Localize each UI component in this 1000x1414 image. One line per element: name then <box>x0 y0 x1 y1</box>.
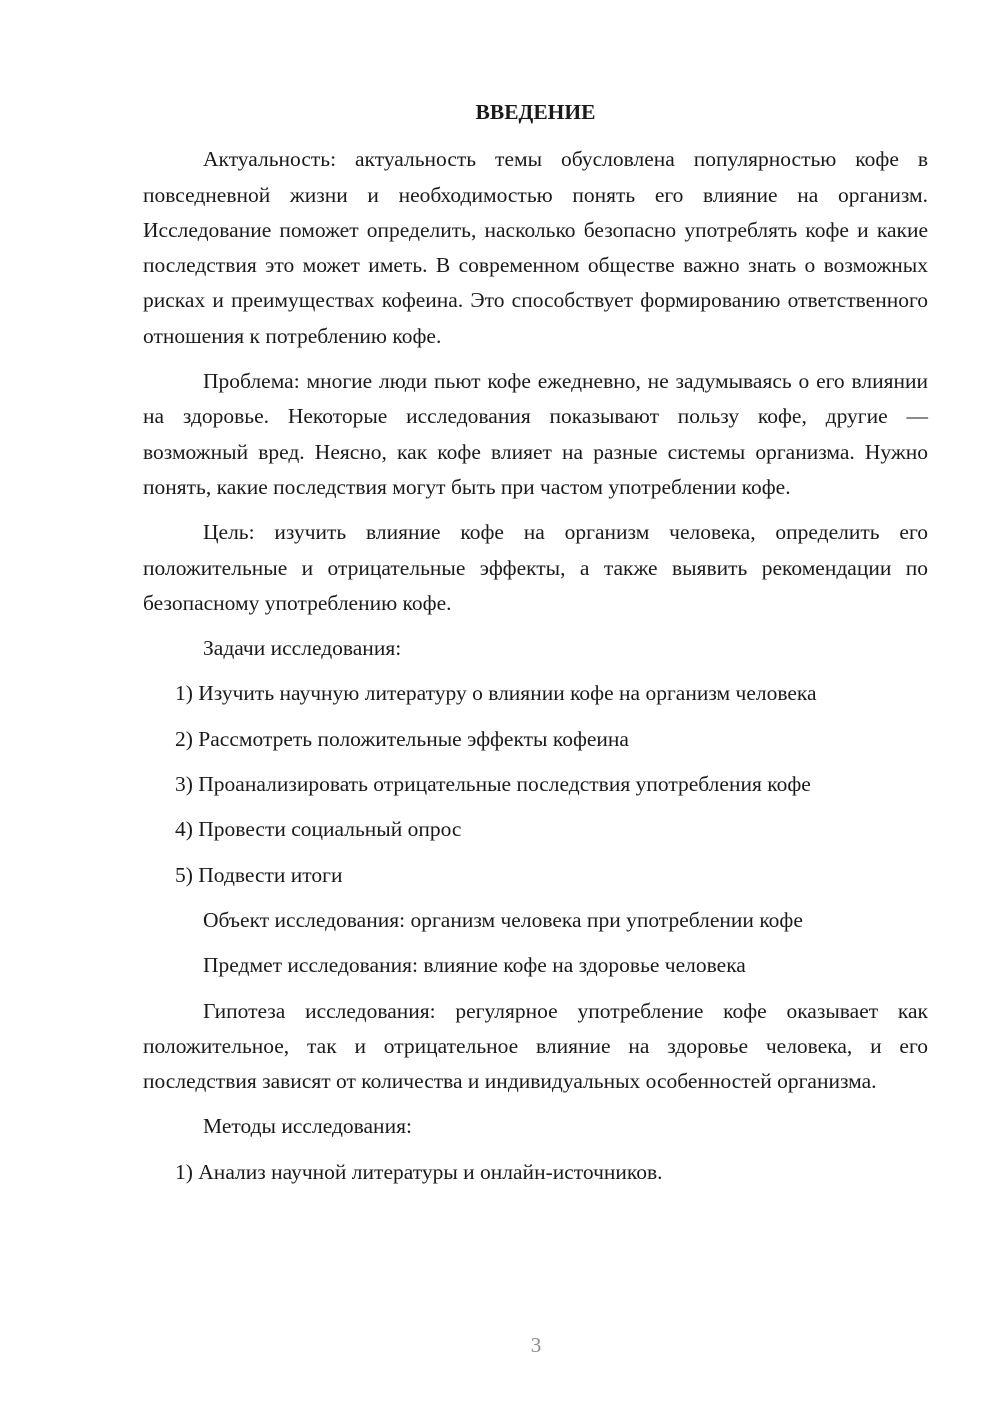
task-item: 1) Изучить научную литературу о влиянии кофе на организм человека <box>175 681 817 706</box>
task-item: 4) Провести социальный опрос <box>175 817 462 842</box>
hypothesis-paragraph: Гипотеза исследования: регулярное употребление кофе оказывает как положительное, так и отрицательное влияние на здоровье человека, и его последствия зависят от количества и индивидуальных особенностей организма. <box>143 998 928 1094</box>
method-item: 1) Анализ научной литературы и онлайн-источников. <box>175 1159 663 1184</box>
page-content <box>143 95 928 1200</box>
tasks-title: Задачи исследования: <box>203 636 402 661</box>
task-item: 3) Проанализировать отрицательные последствия употребления кофе <box>175 772 811 797</box>
problem-paragraph: Проблема: многие люди пьют кофе ежедневно, не задумываясь о его влиянии на здоровье. Некоторые исследования показывают пользу кофе, другие — возможный вред. Неясно, как кофе влияет на разные системы организма. Нужно понять, какие последствия могут быть при частом употреблении кофе. <box>143 369 928 499</box>
goal-paragraph: Цель: изучить влияние кофе на организм человека, определить его положительные и отрицательные эффекты, а также выявить рекомендации по безопасному употреблению кофе. <box>143 520 928 615</box>
research-subject: Предмет исследования: влияние кофе на здоровье человека <box>203 953 746 978</box>
task-item: 2) Рассмотреть положительные эффекты кофеина <box>175 726 629 751</box>
research-object: Объект исследования: организм человека при употреблении кофе <box>203 907 803 932</box>
page-number: 3 <box>530 1333 542 1357</box>
section-heading: ВВЕДЕНИЕ <box>475 100 596 124</box>
task-item: 5) Подвести итоги <box>175 862 343 887</box>
relevance-paragraph: Актуальность: актуальность темы обусловлена популярностью кофе в повседневной жизни и необходимостью понять его влияние на организм. Исследование поможет определить, насколько безопасно употреблять кофе и какие последствия это может иметь. В современном обществе важно знать о возможных рисках и преимуществах кофеина. Это способствует формированию ответственного отношения к потреблению кофе. <box>143 147 928 348</box>
methods-title: Методы исследования: <box>203 1114 412 1139</box>
